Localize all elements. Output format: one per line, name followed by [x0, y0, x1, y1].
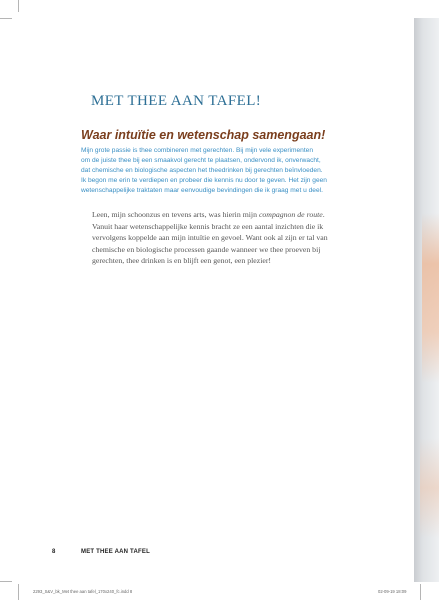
- body-line: chemische en biologische processen gaande wanneer we thee proeven bij: [92, 244, 321, 254]
- print-slug-filename: 2293_S&V_bk_Met thee aan tafel_170x240_fc.indd 8: [33, 589, 133, 594]
- print-slug-datetime: 02-09-19 18:09: [378, 589, 407, 594]
- body-paragraph: [92, 209, 382, 267]
- page-title: MET THEE AAN TAFEL!: [91, 93, 262, 109]
- body-text-run: Leen, mijn schoonzus en tevens arts, was hierin mijn: [92, 210, 259, 219]
- page-number: 8: [52, 549, 56, 555]
- body-line-first: [92, 209, 382, 221]
- photo-edge-warm-tone-lower: [420, 438, 439, 538]
- crop-mark-top-left: [18, 0, 19, 12]
- intro-paragraph: [81, 146, 381, 196]
- body-emphasis: compagnon de route: [258, 210, 323, 219]
- body-line: vervolgens koppelde aan mijn intuïtie en gevoel. Want ook al zijn er tal van: [92, 233, 328, 242]
- intro-line: Ik begon me erin te verdiepen en probeer die kennis nu door te geven. Het zijn geen: [81, 177, 327, 184]
- section-subtitle: Waar intuïtie en wetenschap samengaan!: [81, 128, 326, 142]
- crop-mark-top-left-h: [0, 18, 12, 19]
- body-text-run: .: [322, 210, 325, 219]
- crop-mark-bottom-left: [18, 584, 19, 600]
- running-footer-title: MET THEE AAN TAFEL: [81, 549, 150, 555]
- intro-line: Mijn grote passie is thee combineren met gerechten. Bij mijn vele experimenten: [81, 147, 313, 154]
- crop-mark-bottom-right: [420, 584, 421, 600]
- photo-edge-strip: [414, 18, 439, 582]
- crop-mark-bottom-left-h: [0, 581, 12, 582]
- photo-edge-warm-tone: [422, 213, 439, 383]
- body-line: gerechten, thee drinken is en blijft een genot, een plezier!: [92, 256, 272, 265]
- intro-line: om de juiste thee bij een smaakvol gerecht te plaatsen, ondervond ik, onverwacht,: [81, 157, 321, 164]
- intro-line: dat chemische en biologische aspecten het theedrinken bij gerechten beïnvloeden.: [81, 167, 323, 174]
- body-line: Vanuit haar wetenschappelijke kennis bracht ze een aantal inzichten die ik: [92, 221, 324, 231]
- intro-line: wetenschappelijke traktaten maar eenvoudige bevindingen die ik graag met u deel.: [81, 187, 323, 194]
